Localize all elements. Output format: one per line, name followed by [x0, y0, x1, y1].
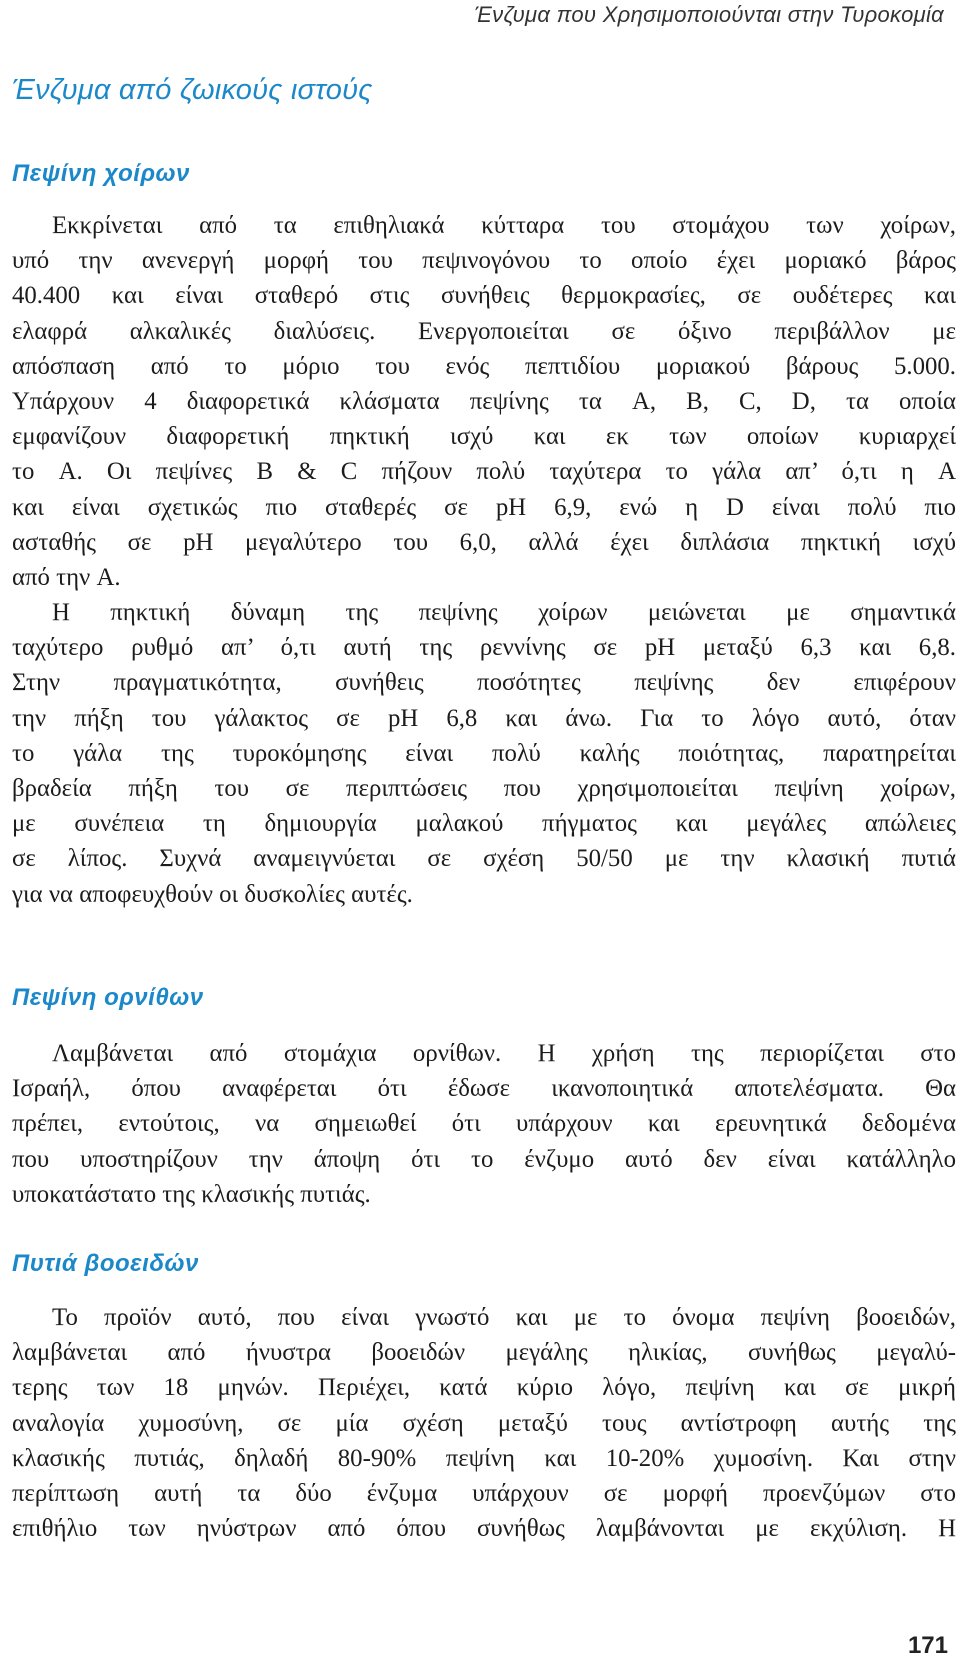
text-line: σε λίπος. Συχνά αναμειγνύεται σε σχέση 50/50 με την κλασική πυτιά: [12, 845, 956, 873]
text-line: ταχύτερο ρυθμό απ’ ό,τι αυτή της ρεννίνης σε pH μεταξύ 6,3 και 6,8.: [12, 634, 956, 662]
text-line: 40.400 και είναι σταθερό στις συνήθεις θερμοκρασίες, σε ουδέτερες και: [12, 282, 956, 310]
text-line: με συνέπεια τη δημιουργία μαλακού πήγματος και μεγάλες απώλειες: [12, 810, 956, 838]
paragraph-pig-pepsin: [12, 208, 956, 912]
text-line: λαμβάνεται από ήνυστρα βοοειδών μεγάλης ηλικίας, συνήθως μεγαλύ-: [12, 1339, 956, 1367]
text-line: από την A.: [12, 563, 121, 591]
text-line: ελαφρά αλκαλικές διαλύσεις. Ενεργοποιείται σε όξινο περιβάλλον με: [12, 317, 956, 345]
text-line: βραδεία πήξη του σε περιπτώσεις που χρησιμοποιείται πεψίνη χοίρων,: [12, 775, 956, 802]
text-line: το A. Οι πεψίνες B & C πήζουν πολύ ταχύτερα το γάλα απ’ ό,τι η A: [12, 458, 956, 486]
text-line: υποκατάστατο της κλασικής πυτιάς.: [12, 1180, 371, 1208]
text-line: Εκκρίνεται από τα επιθηλιακά κύτταρα του στομάχου των χοίρων,: [52, 212, 956, 239]
text-line: για να αποφευχθούν οι δυσκολίες αυτές.: [12, 880, 413, 908]
running-header: Ένζυμα που Χρησιμοποιούνται στην Τυροκομία: [474, 2, 944, 27]
text-line: και είναι σχετικώς πιο σταθερές σε pH 6,9, ενώ η D είναι πολύ πιο: [12, 493, 956, 521]
text-line: το γάλα της τυροκόμησης είναι πολύ καλής ποιότητας, παρατηρείται: [12, 739, 956, 767]
subheading-chicken-pepsin: Πεψίνη ορνίθων: [12, 984, 204, 1011]
paragraph-chicken-pepsin: [12, 1036, 956, 1212]
text-line: Το προϊόν αυτό, που είναι γνωστό και με το όνομα πεψίνη βοοειδών,: [52, 1304, 956, 1331]
text-line: την πήξη του γάλακτος σε pH 6,8 και άνω. Για το λόγο αυτό, όταν: [12, 704, 956, 732]
text-line: κλασικής πυτιάς, δηλαδή 80-90% πεψίνη και 10-20% χυμοσίνη. Και στην: [12, 1444, 956, 1472]
text-line: ασταθής σε pH μεγαλύτερο του 6,0, αλλά έχει διπλάσια πηκτική ισχύ: [12, 528, 956, 556]
text-line: αναλογία χυμοσύνη, σε μία σχέση μεταξύ τους αντίστροφη αυτής της: [12, 1409, 956, 1437]
text-line: Λαμβάνεται από στομάχια ορνίθων. Η χρήση της περιορίζεται στο: [52, 1040, 956, 1067]
text-line: Υπάρχουν 4 διαφορετικά κλάσματα πεψίνης τα A, B, C, D, τα οποία: [12, 387, 956, 415]
subheading-bovine-rennet: Πυτιά βοοειδών: [12, 1250, 199, 1277]
text-line: επιθήλιο των ηνύστρων από όπου συνήθως λαμβάνονται με εκχύλιση. Η: [12, 1515, 956, 1543]
section-title: Ένζυμα από ζωικούς ιστούς: [12, 74, 373, 106]
page-number: 171: [907, 1632, 948, 1659]
text-line: υπό την ανενεργή μορφή του πεψινογόνου το οποίο έχει μοριακό βάρος: [12, 247, 956, 275]
paragraph-bovine-rennet: [12, 1300, 956, 1546]
text-line: πρέπει, εντούτοις, να σημειωθεί ότι υπάρχουν και ερευνητικά δεδομένα: [12, 1110, 956, 1138]
text-line: απόσπαση από το μόριο του ενός πεπτιδίου μοριακού βάρους 5.000.: [12, 352, 956, 380]
text-line: περίπτωση αυτή τα δύο ένζυμα υπάρχουν σε μορφή προενζύμων στο: [12, 1479, 956, 1507]
subheading-pig-pepsin: Πεψίνη χοίρων: [12, 160, 190, 187]
text-line: Ισραήλ, όπου αναφέρεται ότι έδωσε ικανοποιητικά αποτελέσματα. Θα: [12, 1075, 956, 1103]
text-line: εμφανίζουν διαφορετική πηκτική ισχύ και εκ των οποίων κυριαρχεί: [12, 423, 956, 451]
text-line: που υποστηρίζουν την άποψη ότι το ένζυμο αυτό δεν είναι κατάλληλο: [12, 1145, 956, 1173]
text-line: Στην πραγματικότητα, συνήθεις ποσότητες πεψίνης δεν επιφέρουν: [12, 669, 956, 697]
text-line: Η πηκτική δύναμη της πεψίνης χοίρων μειώνεται με σημαντικά: [52, 599, 956, 627]
text-line: τερης των 18 μηνών. Περιέχει, κατά κύριο λόγο, πεψίνη και σε μικρή: [12, 1374, 956, 1402]
